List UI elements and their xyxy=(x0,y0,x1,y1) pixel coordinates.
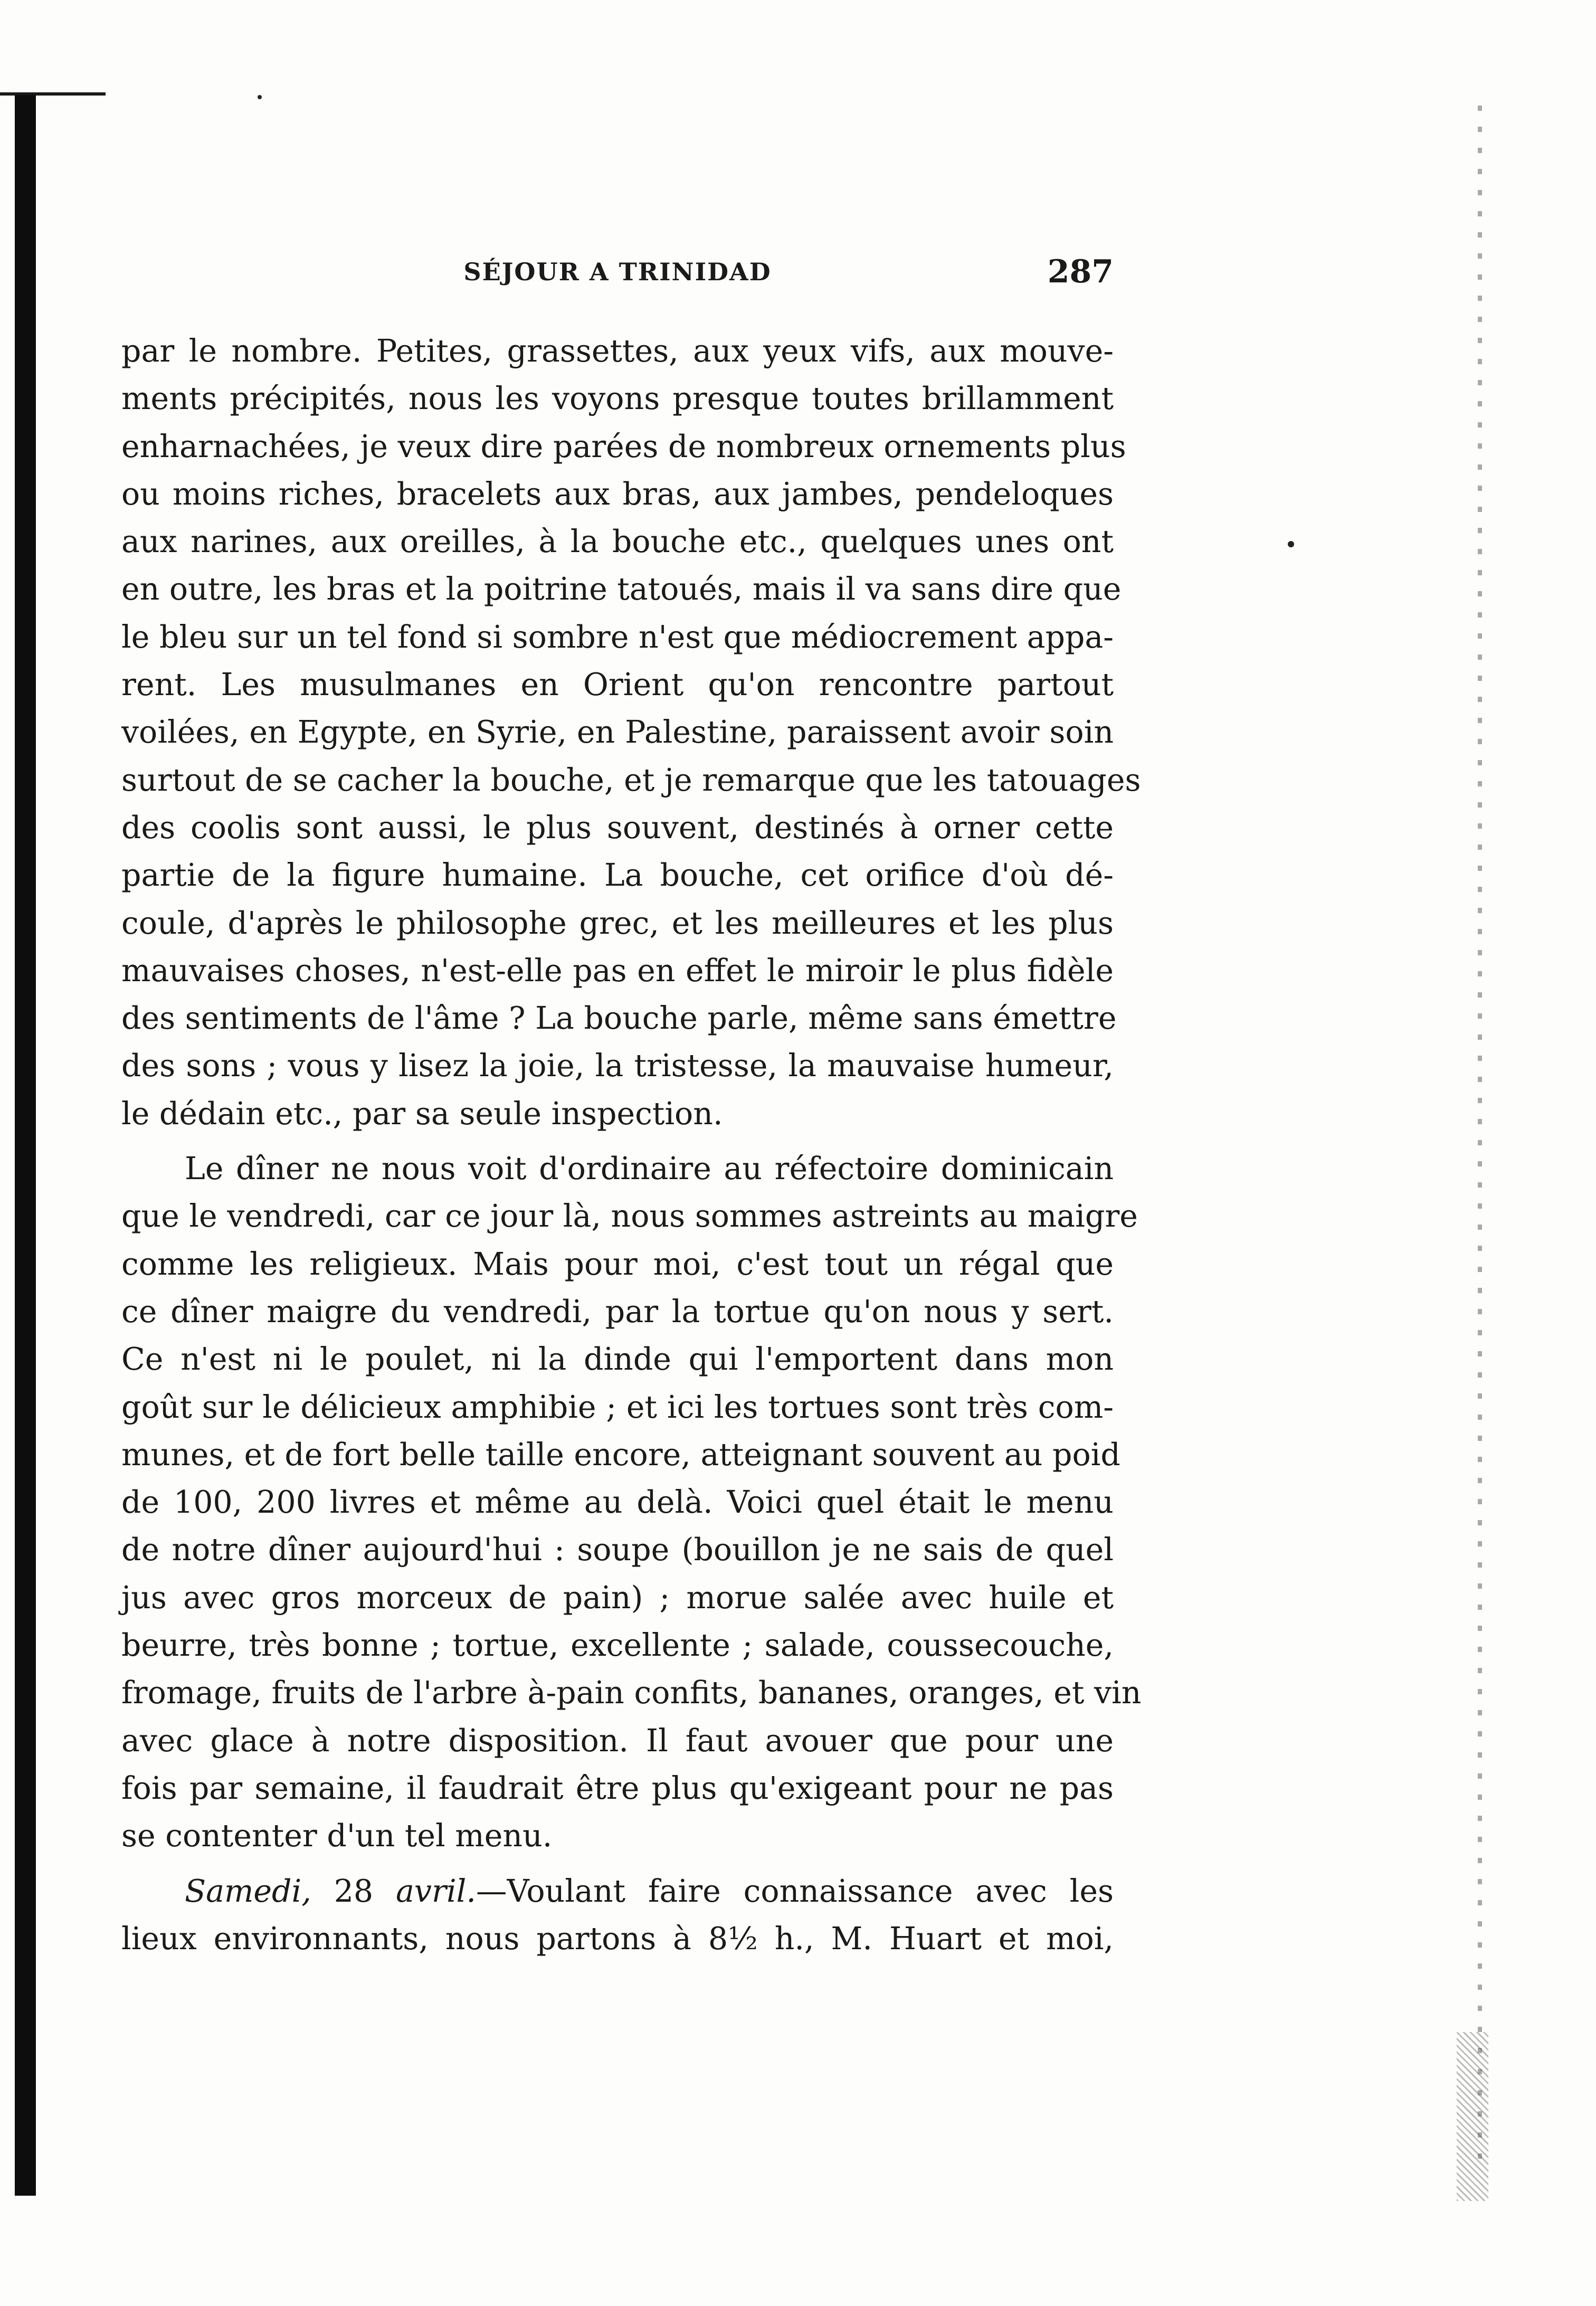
text-line: se contenter d'un tel menu. xyxy=(121,1818,553,1854)
text-line: fromage, fruits de l'arbre à-pain confits, bananes, oranges, et vin xyxy=(121,1675,1142,1711)
running-head xyxy=(121,253,1114,300)
text-line: ments précipités, nous les voyons presque toutes brillamment xyxy=(121,381,1114,417)
text-line: de 100, 200 livres et même au delà. Voici quel était le menu xyxy=(121,1484,1114,1521)
text-line: voilées, en Egypte, en Syrie, en Palestine, paraissent avoir soin xyxy=(121,714,1114,751)
body-text xyxy=(121,327,1142,1962)
text-line: que le vendredi, car ce jour là, nous sommes astreints au maigre xyxy=(121,1198,1138,1235)
text-line: lieux environnants, nous partons à 8½ h., M. Huart et moi, xyxy=(121,1920,1114,1957)
date-number: 28 xyxy=(311,1873,396,1909)
text-line: beurre, très bonne ; tortue, excellente ; salade, coussecouche, xyxy=(121,1627,1114,1664)
text-fragment: —Voulant faire connaissance avec les xyxy=(476,1873,1114,1909)
page-number: 287 xyxy=(1047,253,1114,290)
text-line: surtout de se cacher la bouche, et je remarque que les tatouages xyxy=(121,762,1141,798)
text-line: mauvaises choses, n'est-elle pas en effet le miroir le plus fidèle xyxy=(121,952,1114,989)
text-line: rent. Les musulmanes en Orient qu'on rencontre partout xyxy=(121,667,1114,703)
text-line: par le nombre. Petites, grassettes, aux yeux vifs, aux mouve- xyxy=(121,333,1114,369)
paragraph xyxy=(121,1145,1142,1859)
paragraph xyxy=(121,327,1141,1137)
text-line xyxy=(121,1867,1114,1915)
text-line: fois par semaine, il faudrait être plus qu'exigeant pour ne pas xyxy=(121,1770,1114,1806)
text-line: des coolis sont aussi, le plus souvent, destinés à orner cette xyxy=(121,809,1114,846)
text-line: ce dîner maigre du vendredi, par la tortue qu'on nous y sert. xyxy=(121,1293,1114,1330)
text-line: jus avec gros morceux de pain) ; morue salée avec huile et xyxy=(121,1579,1114,1616)
scan-speck xyxy=(1288,541,1294,547)
text-line: munes, et de fort belle taille encore, atteignant souvent au poid xyxy=(121,1436,1120,1473)
date-day: Samedi, xyxy=(185,1873,311,1909)
text-line: le dédain etc., par sa seule inspection. xyxy=(121,1095,723,1132)
text-line: Ce n'est ni le poulet, ni la dinde qui l'emportent dans mon xyxy=(121,1341,1114,1378)
text-line: coule, d'après le philosophe grec, et les meilleures et les plus xyxy=(121,905,1114,941)
scan-speck xyxy=(258,95,262,99)
text-line: aux narines, aux oreilles, à la bouche etc., quelques unes ont xyxy=(121,524,1114,560)
scan-edge-artifact xyxy=(1478,106,1482,2164)
binding-shadow xyxy=(15,95,36,2196)
text-line: de notre dîner aujourd'hui : soupe (bouillon je ne sais de quel xyxy=(121,1532,1114,1568)
text-line: des sentiments de l'âme ? La bouche parle, même sans émettre xyxy=(121,1000,1117,1037)
text-line: des sons ; vous y lisez la joie, la tristesse, la mauvaise humeur, xyxy=(121,1048,1114,1084)
text-line: goût sur le délicieux amphibie ; et ici les tortues sont très com- xyxy=(121,1389,1114,1425)
text-line: en outre, les bras et la poitrine tatoués, mais il va sans dire que xyxy=(121,571,1122,608)
text-line: partie de la figure humaine. La bouche, cet orifice d'où dé- xyxy=(121,857,1114,894)
text-line: enharnachées, je veux dire parées de nombreux ornements plus xyxy=(121,428,1126,464)
text-line: avec glace à notre disposition. Il faut avouer que pour une xyxy=(121,1722,1114,1759)
scan-corner-artifact xyxy=(1457,2032,1488,2201)
paragraph xyxy=(121,1867,1114,1963)
date-month: avril. xyxy=(396,1873,476,1909)
text-line: le bleu sur un tel fond si sombre n'est que médiocrement appa- xyxy=(121,619,1114,655)
running-title: SÉJOUR A TRINIDAD xyxy=(463,258,772,286)
text-line: comme les religieux. Mais pour moi, c'est tout un régal que xyxy=(121,1246,1114,1282)
text-line: ou moins riches, bracelets aux bras, aux jambes, pendeloques xyxy=(121,476,1114,512)
text-line: Le dîner ne nous voit d'ordinaire au réfectoire dominicain xyxy=(185,1151,1114,1187)
